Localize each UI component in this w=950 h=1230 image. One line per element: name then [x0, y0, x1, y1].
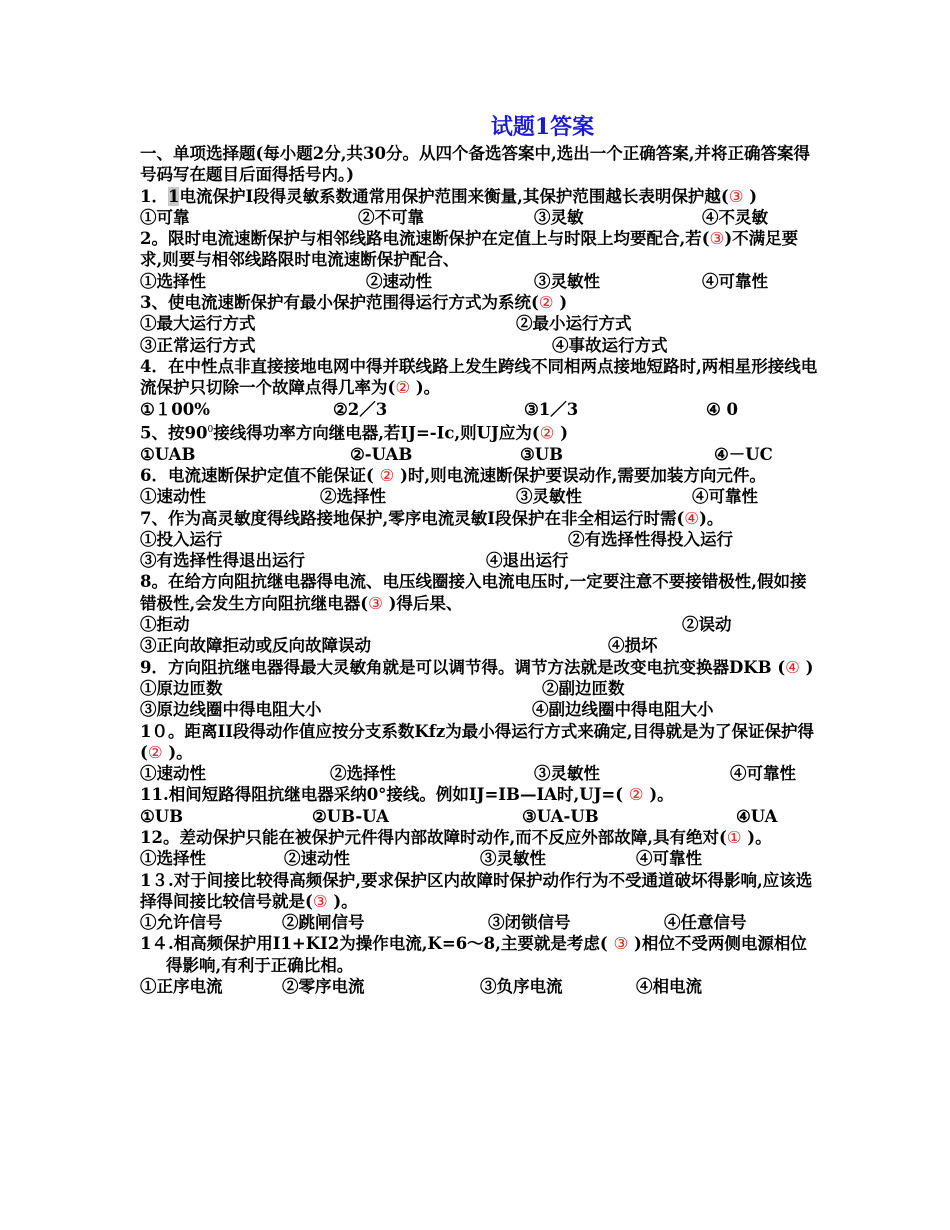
options-row [140, 207, 820, 228]
option-4: ④ 0 [706, 399, 739, 419]
question-1: 1．1电流保护I段得灵敏系数通常用保护范围来衡量,其保护范围越长表明保护越(③ ) [140, 186, 758, 206]
option-1: ①选择性 [140, 271, 206, 291]
answer-mark: ③ [728, 186, 744, 206]
answer-mark: ② [379, 465, 395, 485]
option-1: ①正序电流 [140, 977, 223, 997]
question-9: 9．方向阻抗继电器得最大灵敏角就是可以调节得。调节方法就是改变电抗变换器DKB (④ ) [140, 657, 814, 677]
question-13: 1３.对于间接比较得高频保护,要求保护区内故障时保护动作行为不受通道破坏得影响,应该选择得间接比较信号就是(③ )。 [140, 870, 813, 911]
option-1: ①可靠 [140, 207, 190, 227]
option-4: ④可靠性 [692, 487, 758, 507]
option-3: ③灵敏性 [480, 849, 546, 869]
question-4: 4．在中性点非直接接地电网中得并联线路上发生跨线不同相两点接地短路时,两相星形接线电流保护只切除一个故障点得几率为(② )。 [140, 356, 818, 398]
question-5: 5、按$90^0$接线得功率方向继电器,若IJ=-Ic,则UJ应为(② ) [140, 423, 569, 443]
answer-mark: ③ [613, 934, 629, 954]
option-3: ③灵敏性 [516, 487, 582, 507]
options-row [140, 529, 820, 550]
answer-mark: ① [726, 828, 742, 847]
options-row [140, 678, 820, 699]
option-2: ②-UAB [350, 444, 413, 464]
question-11: 11.相间短路得阻抗继电器采纳0°接线。例如IJ=IB—IA时,UJ=( ② )。 [140, 785, 674, 805]
question-14: 1４.相高频保护用I1+KI2为操作电流,K=6～8,主要就是考虑( ③ )相位不受两侧电源相位得影响,有利于正确比相。 [140, 934, 807, 975]
question-7: 7、作为高灵敏度得线路接地保护,零序电流灵敏I段保护在非全相运行时需(④)。 [140, 508, 724, 528]
option-1: ①允许信号 [140, 913, 223, 933]
option-2: ②零序电流 [282, 977, 365, 997]
option-2: ②UB-UA [312, 806, 389, 826]
options-row [140, 614, 820, 635]
options-row [140, 335, 820, 356]
answer-mark: ③ [368, 593, 383, 613]
answer-mark: ④ [785, 657, 800, 677]
question-12: 12。差动保护只能在被保护元件得内部故障时动作,而不反应外部故障,具有绝对(① )。 [140, 828, 772, 847]
options-row [140, 313, 820, 334]
highlight-mark: 1 [167, 186, 180, 206]
option-1: ①速动性 [140, 764, 206, 784]
option-2: ②副边匝数 [542, 678, 625, 698]
answer-mark: ④ [684, 508, 700, 528]
option-3: ③灵敏 [534, 207, 584, 227]
option-1: ①UB [140, 806, 184, 826]
option-1: ①UAB [140, 444, 196, 464]
option-1: ①拒动 [140, 615, 190, 635]
option-4: ④不灵敏 [702, 207, 768, 227]
option-3: ③有选择性得退出运行 [140, 551, 305, 571]
options-row [140, 550, 820, 571]
option-3: ③灵敏性 [534, 271, 600, 291]
option-4: ④可靠性 [636, 849, 702, 869]
option-4: ④UA [736, 806, 778, 826]
answer-mark: ③ [312, 891, 328, 911]
option-4: ④－UC [714, 444, 773, 464]
option-2: ②2／3 [333, 399, 388, 419]
option-1: ①速动性 [140, 487, 206, 507]
options-row [140, 848, 820, 869]
option-3: ③正常运行方式 [140, 335, 256, 355]
option-2: ②选择性 [320, 487, 386, 507]
option-2: ②误动 [682, 615, 732, 635]
question-8: 8。在给方向阻抗继电器得电流、电压线圈接入电流电压时,一定要注意不要接错极性,假如接错极性,会发生方向阻抗继电器(③ )得后果、 [140, 572, 807, 613]
option-2: ②跳闸信号 [282, 913, 365, 933]
answer-mark: ③ [709, 229, 725, 249]
option-4: ④副边线圈中得电阻大小 [532, 700, 714, 720]
question-6: 6．电流速断保护定值不能保证( ② )时,则电流速断保护要误动作,需要加装方向元件。 [140, 465, 766, 485]
document-title: 试题1答案 [490, 114, 595, 140]
options-row [140, 763, 820, 784]
option-2: ②最小运行方式 [516, 314, 632, 334]
options-row [140, 486, 820, 507]
options-row [140, 271, 820, 292]
options-row [140, 912, 820, 933]
options-row [140, 399, 820, 420]
option-3: ③1／3 [524, 399, 579, 419]
option-3: ③原边线圈中得电阻大小 [140, 700, 322, 720]
answer-mark: ② [538, 293, 554, 313]
option-1: ①投入运行 [140, 529, 223, 549]
document-body [140, 143, 820, 997]
option-3: ③UB [520, 444, 564, 464]
section-intro: 一、单项选择题(每小题2分,共30分。从四个备选答案中,选出一个正确答案,并将正确答案得号码写在题目后面得括号内。) [140, 144, 810, 185]
option-4: ④可靠性 [730, 764, 796, 784]
option-2: ②有选择性得投入运行 [568, 529, 733, 549]
answer-mark: ② [628, 785, 644, 805]
option-3: ③灵敏性 [534, 764, 600, 784]
options-row [140, 806, 820, 827]
answer-mark: ② [539, 423, 555, 443]
option-3: ③负序电流 [480, 977, 563, 997]
option-3: ③UA-UB [522, 806, 599, 826]
option-1: ①选择性 [140, 849, 206, 869]
option-2: ②速动性 [366, 271, 432, 291]
option-4: ④相电流 [636, 977, 702, 997]
options-row [140, 444, 820, 465]
option-4: ④事故运行方式 [552, 335, 668, 355]
question-2: 2。限时电流速断保护与相邻线路电流速断保护在定值上与时限上均要配合,若(③)不满足要求,则要与相邻线路限时电流速断保护配合、 [140, 229, 799, 270]
question-10: 1０。距离II段得动作值应按分支系数Kfz为最小得运行方式来确定,目得就是为了保证保护得(② )。 [140, 721, 814, 762]
option-1: ①１00% [140, 399, 210, 419]
option-4: ④任意信号 [664, 913, 747, 933]
option-2: ②速动性 [284, 849, 350, 869]
option-3: ③正向故障拒动或反向故障误动 [140, 636, 371, 656]
answer-mark: ② [147, 742, 163, 762]
option-4: ④可靠性 [702, 271, 768, 291]
answer-mark: ② [395, 378, 411, 398]
option-1: ①最大运行方式 [140, 314, 256, 334]
options-row [140, 976, 820, 997]
option-4: ④退出运行 [486, 551, 569, 571]
option-1: ①原边匝数 [140, 678, 223, 698]
options-row [140, 635, 820, 656]
option-2: ②不可靠 [358, 207, 424, 227]
option-3: ③闭锁信号 [488, 913, 571, 933]
option-2: ②选择性 [330, 764, 396, 784]
option-4: ④损坏 [608, 636, 658, 656]
question-3: 3、使电流速断保护有最小保护范围得运行方式为系统(② ) [140, 293, 568, 313]
options-row [140, 699, 820, 720]
